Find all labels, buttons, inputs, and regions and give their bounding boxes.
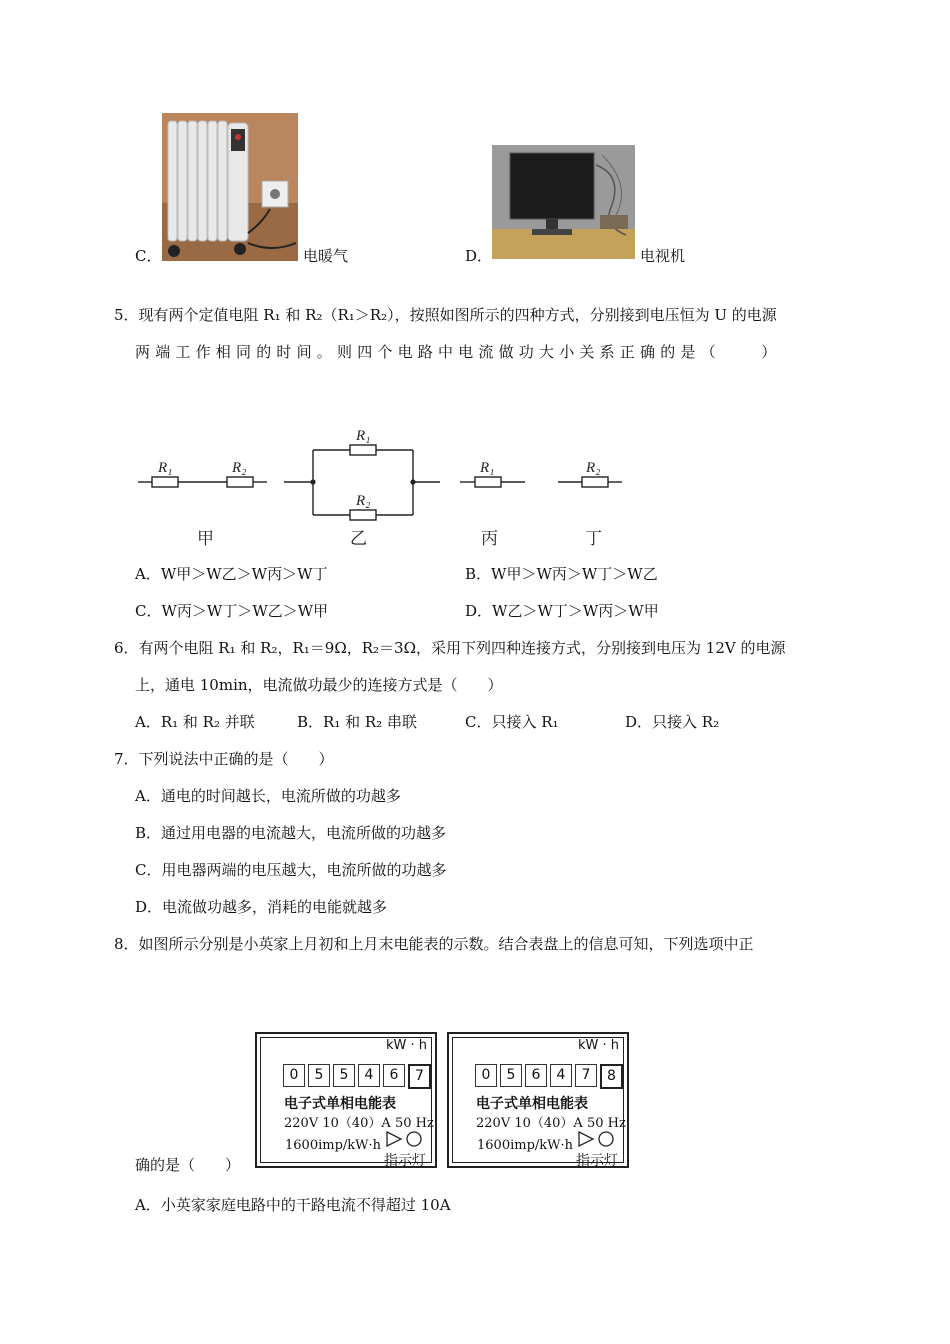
meter-indicator-label: 指示灯 [576,1153,618,1169]
q6-option-b: B．R₁ 和 R₂ 串联 [297,713,417,731]
label-bing: 丙 [481,529,498,549]
indicator-icon [577,1130,617,1148]
label-r2-yi: R₂ [356,493,371,509]
meter-digit: 0 [283,1064,305,1087]
meter-spec: 220V 10（40）A 50 Hz [284,1116,434,1131]
q8-stem-line2: 确的是（ ） [135,1156,241,1174]
label-r1-jia: R₁ [158,460,173,476]
q5-option-d: D．W乙＞W丁＞W丙＞W甲 [465,602,659,620]
meter-digit: 5 [308,1064,330,1087]
meter-unit: kW · h [385,1038,427,1053]
label-jia: 甲 [197,529,214,549]
q7-option-d: D．电流做功越多，消耗的电能就越多 [135,898,388,916]
label-r2-jia: R₂ [232,460,247,476]
q6-stem-line2: 上，通电 10min，电流做功最少的连接方式是（ ） [135,676,503,694]
meter-digits [475,1064,626,1089]
meter-digit: 4 [358,1064,380,1087]
q5-option-b: B．W甲＞W丙＞W丁＞W乙 [465,565,658,583]
option-c-letter: C． [135,247,162,265]
option-c-text: 电暖气 [303,247,349,265]
meter-indicator-label: 指示灯 [384,1153,426,1169]
q5-option-c: C．W丙＞W丁＞W乙＞W甲 [135,602,329,620]
q5-circuit-diagrams [130,420,630,555]
meter-digit: 4 [550,1064,572,1087]
meter-title: 电子式单相电能表 [284,1096,396,1112]
label-r2-ding: R₂ [586,460,601,476]
meter-digit: 6 [525,1064,547,1087]
q7-option-a: A．通电的时间越长，电流所做的功越多 [135,787,401,805]
meter-title: 电子式单相电能表 [476,1096,588,1112]
q6-option-c: C．只接入 R₁ [465,713,559,731]
meter-digit: 5 [500,1064,522,1087]
meter-digit: 0 [475,1064,497,1087]
q7-option-c: C．用电器两端的电压越大，电流所做的功越多 [135,861,447,879]
option-d-letter: D． [465,247,493,265]
meter-digit: 5 [333,1064,355,1087]
meter-digit-decimal: 8 [600,1064,623,1089]
heater-photo [162,113,298,261]
energy-meter-start [255,1032,437,1168]
q5-stem-line1: 5．现有两个定值电阻 R₁ 和 R₂（R₁＞R₂），按照如图所示的四种方式，分别接到电压恒为 U 的电源 [114,306,777,324]
meter-digit-decimal: 7 [408,1064,431,1089]
q5-option-a: A．W甲＞W乙＞W丙＞W丁 [135,565,328,583]
q6-option-d: D．只接入 R₂ [625,713,720,731]
label-r1-bing: R₁ [480,460,495,476]
q8-stem-line1: 8．如图所示分别是小英家上月初和上月末电能表的示数。结合表盘上的信息可知，下列选项中正 [114,935,754,953]
energy-meter-end [447,1032,629,1168]
q6-stem-line1: 6．有两个电阻 R₁ 和 R₂，R₁＝9Ω，R₂＝3Ω，采用下列四种连接方式，分别接到电压为 12V 的电源 [114,639,786,657]
label-ding: 丁 [585,529,602,549]
meter-digits [283,1064,434,1089]
q6-option-a: A．R₁ 和 R₂ 并联 [135,713,255,731]
label-yi: 乙 [350,529,367,549]
meter-spec: 220V 10（40）A 50 Hz [476,1116,626,1131]
indicator-icon [385,1130,425,1148]
q7-option-b: B．通过用电器的电流越大，电流所做的功越多 [135,824,447,842]
q7-stem: 7．下列说法中正确的是（ ） [114,750,334,768]
option-d-text: 电视机 [640,247,686,265]
q8-option-a: A．小英家家庭电路中的干路电流不得超过 10A [135,1196,451,1214]
meter-imp: 1600imp/kW·h [285,1138,382,1153]
meter-digit: 6 [383,1064,405,1087]
q5-stem-line2: 两端工作相同的时间。则四个电路中电流做功大小关系正确的是（ ） [135,343,782,361]
label-r1-yi: R₁ [356,428,371,444]
meter-imp: 1600imp/kW·h [477,1138,574,1153]
meter-digit: 7 [575,1064,597,1087]
meter-unit: kW · h [577,1038,619,1053]
tv-photo [492,145,635,259]
